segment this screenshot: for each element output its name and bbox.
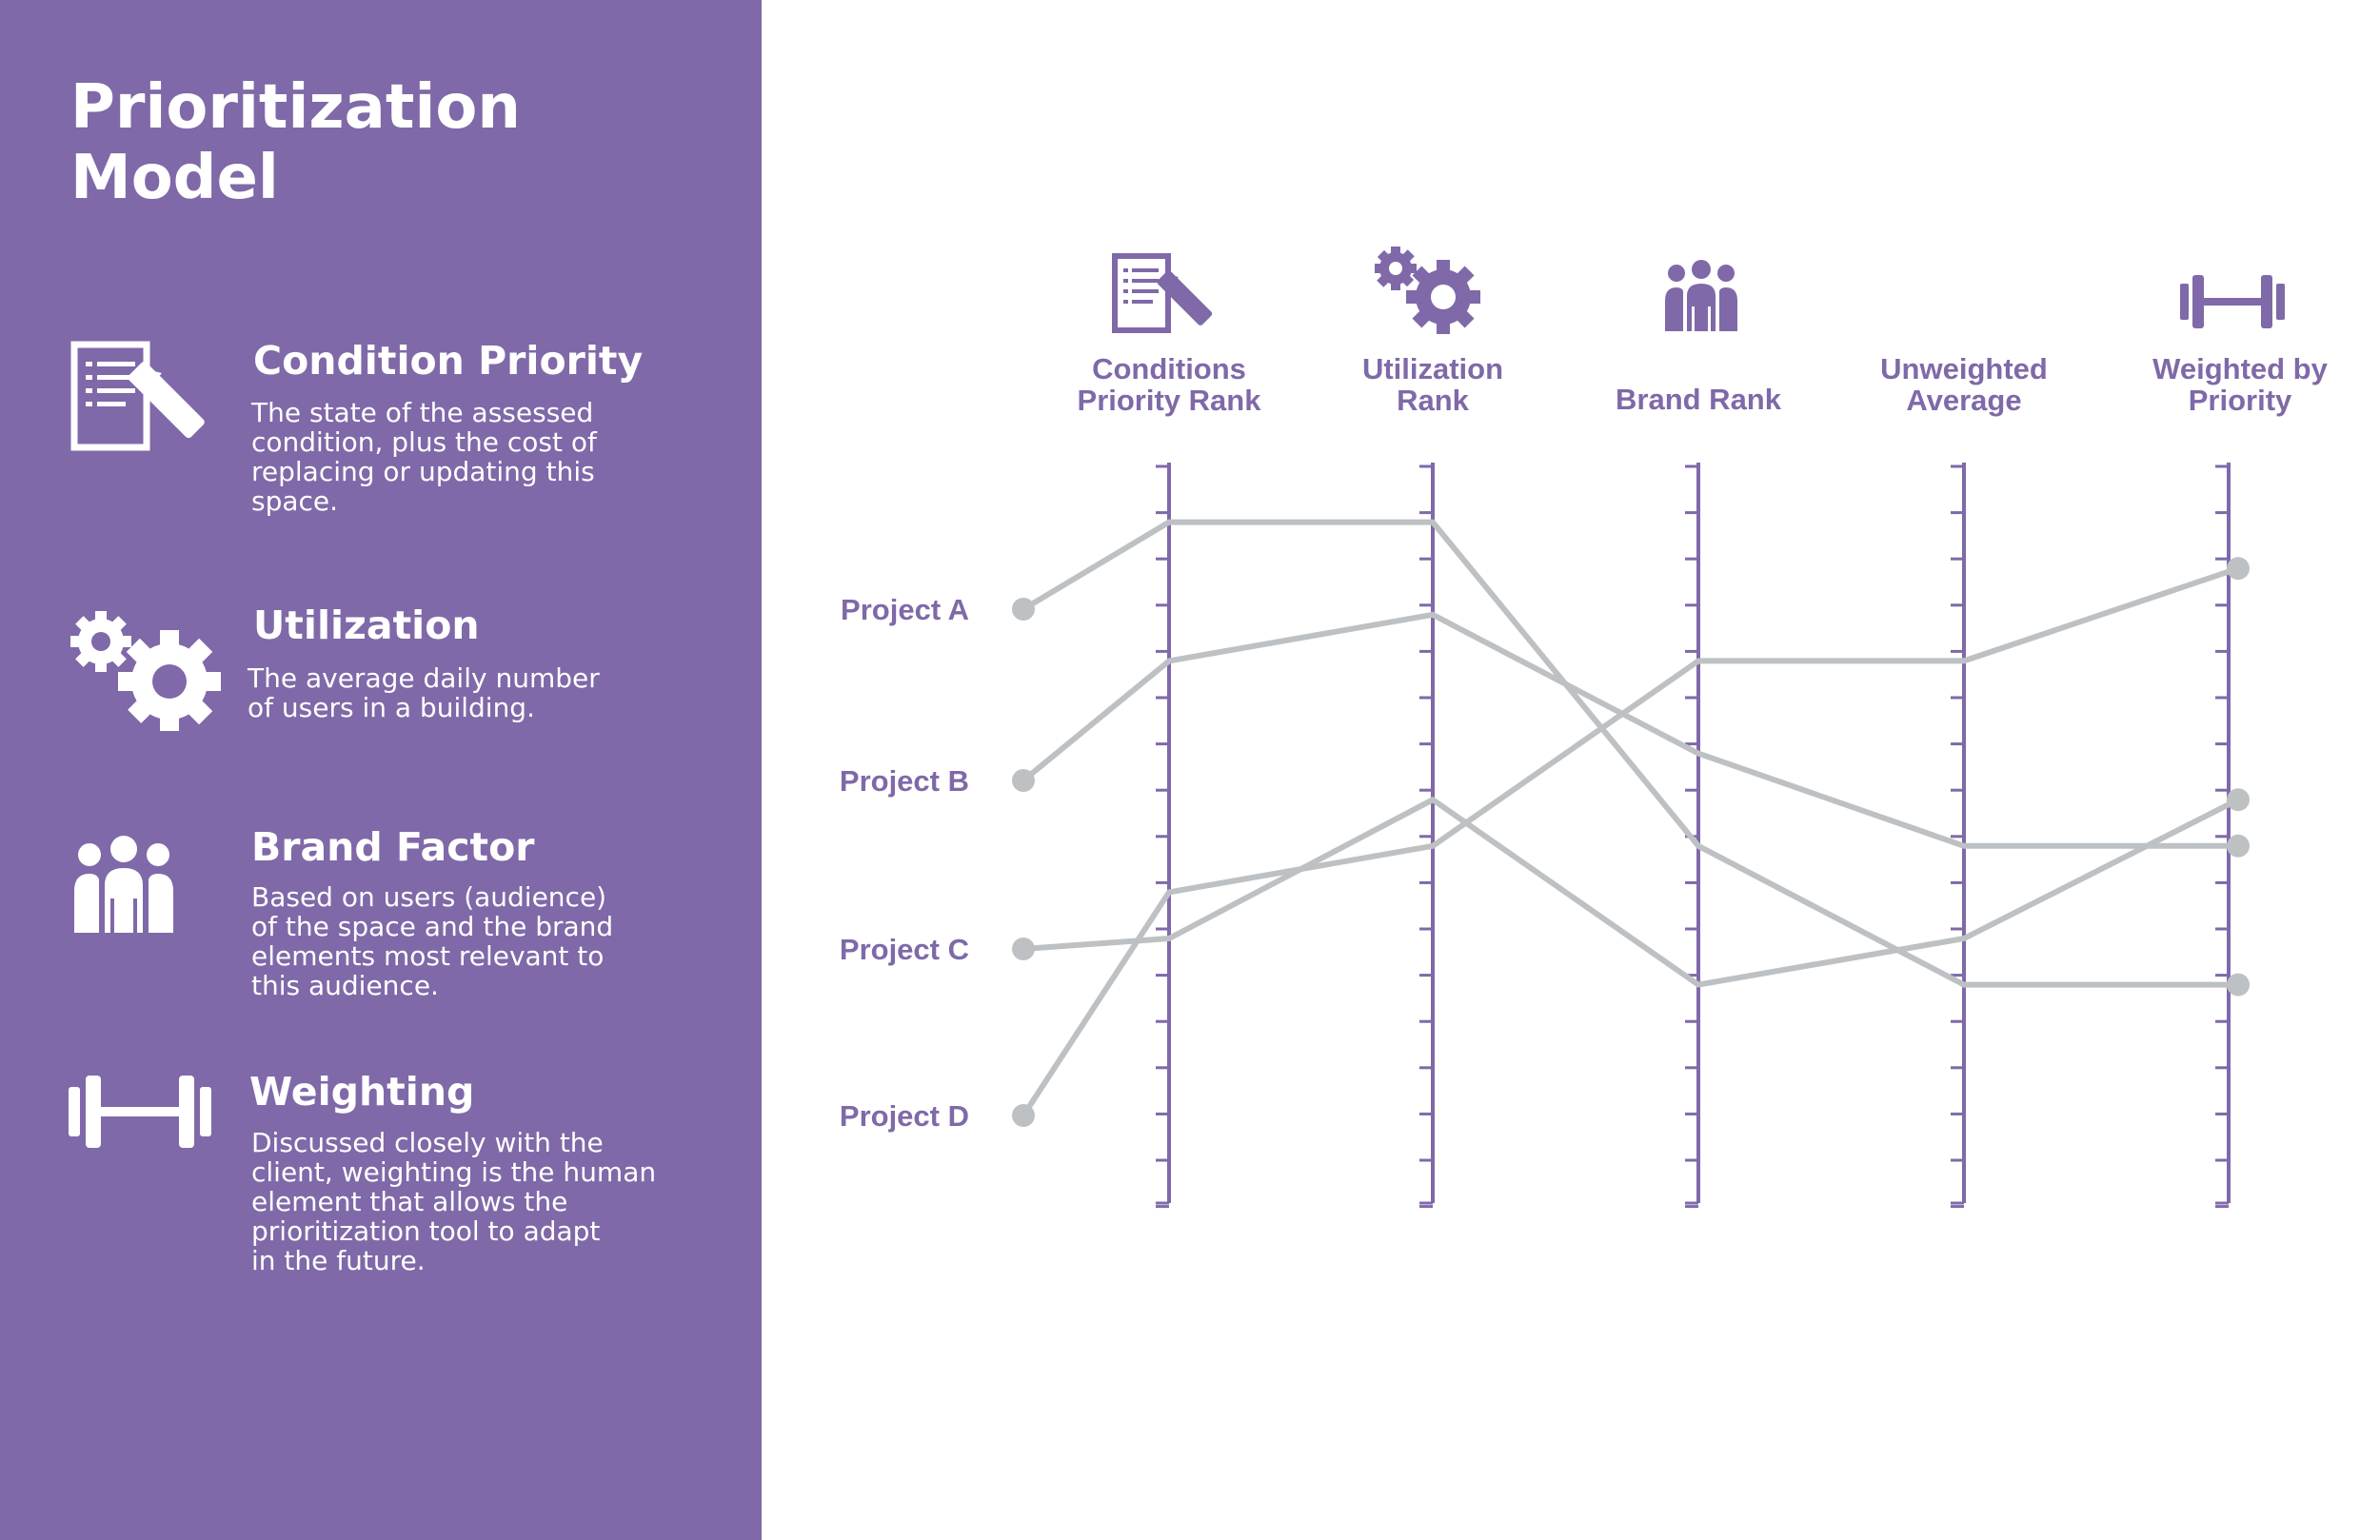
project-label: Project B (839, 764, 969, 798)
series-end-dot (2227, 788, 2250, 811)
series-end-dot (2227, 557, 2250, 580)
axis-label-line: Utilization (1361, 352, 1504, 385)
people-icon (74, 836, 173, 938)
series-line (1023, 615, 2238, 846)
series-end-dot (2227, 835, 2250, 858)
series-start-dot (1012, 769, 1035, 792)
description-line: of the space and the brand (251, 911, 614, 942)
series-line (1023, 568, 2238, 1116)
utilization-heading: Utilization (253, 602, 480, 648)
axis (1419, 463, 1433, 1207)
axis-label-line: Priority (2188, 384, 2292, 417)
title-line: Model (70, 143, 279, 213)
description-line: in the future. (251, 1245, 426, 1276)
axis-label (1880, 352, 2048, 417)
weighting-description (251, 1128, 699, 1275)
utilization-description (248, 663, 695, 722)
series-start-dot (1012, 598, 1035, 621)
description-line: this audience. (251, 970, 439, 1001)
series-start-dot (1012, 1104, 1035, 1127)
series-end-dot (2227, 974, 2250, 997)
project-label: Project D (839, 1099, 969, 1133)
condition-priority-heading: Condition Priority (253, 338, 644, 384)
weighting-heading: Weighting (249, 1069, 475, 1115)
dumbbell-icon (2180, 275, 2285, 328)
axis-label-line: Rank (1397, 384, 1469, 417)
axis-label-line: Priority Rank (1077, 384, 1261, 417)
title-line: Prioritization (70, 72, 521, 143)
axis (1951, 463, 1964, 1207)
brand-factor-description (251, 882, 699, 1000)
series-line (1023, 523, 2238, 985)
document-pencil-icon (70, 341, 219, 455)
document-pencil-icon (1115, 256, 1213, 330)
axis-label-line: Unweighted (1880, 352, 2048, 385)
description-line: client, weighting is the human (251, 1156, 657, 1188)
dumbbell-icon (69, 1074, 211, 1150)
description-line: replacing or updating this (251, 456, 595, 487)
axis-label (1078, 352, 1262, 417)
description-line: of users in a building. (248, 692, 535, 723)
axis (1156, 463, 1169, 1207)
axis-label-line: Weighted by (2152, 352, 2328, 385)
axis-label-line: Brand Rank (1616, 383, 1781, 416)
project-label: Project A (841, 593, 969, 626)
axis-label-line: Conditions (1092, 352, 1246, 385)
people-icon (1665, 260, 1737, 331)
axis-label (1616, 383, 1782, 416)
page-title (70, 72, 680, 213)
description-line: elements most relevant to (251, 940, 605, 972)
description-line: Based on users (audience) (251, 881, 607, 913)
description-line: The average daily number (248, 662, 600, 694)
series-line (1023, 800, 2238, 984)
description-line: condition, plus the cost of (251, 426, 597, 458)
series-start-dot (1012, 938, 1035, 960)
condition-priority-description (251, 398, 699, 516)
description-line: prioritization tool to adapt (251, 1215, 601, 1247)
description-line: element that allows the (251, 1186, 568, 1217)
gears-icon (1375, 247, 1480, 334)
axis-label-line: Average (1906, 384, 2022, 417)
gears-icon (70, 609, 227, 731)
sidebar (0, 0, 762, 1540)
axis-label (2152, 352, 2328, 417)
description-line: Discussed closely with the (251, 1127, 604, 1158)
axis-label (1362, 352, 1503, 417)
project-label: Project C (839, 933, 969, 966)
brand-factor-heading: Brand Factor (251, 824, 535, 870)
description-line: The state of the assessed (251, 397, 594, 428)
description-line: space. (251, 485, 339, 517)
parallel-coordinates-chart (762, 0, 2380, 1540)
